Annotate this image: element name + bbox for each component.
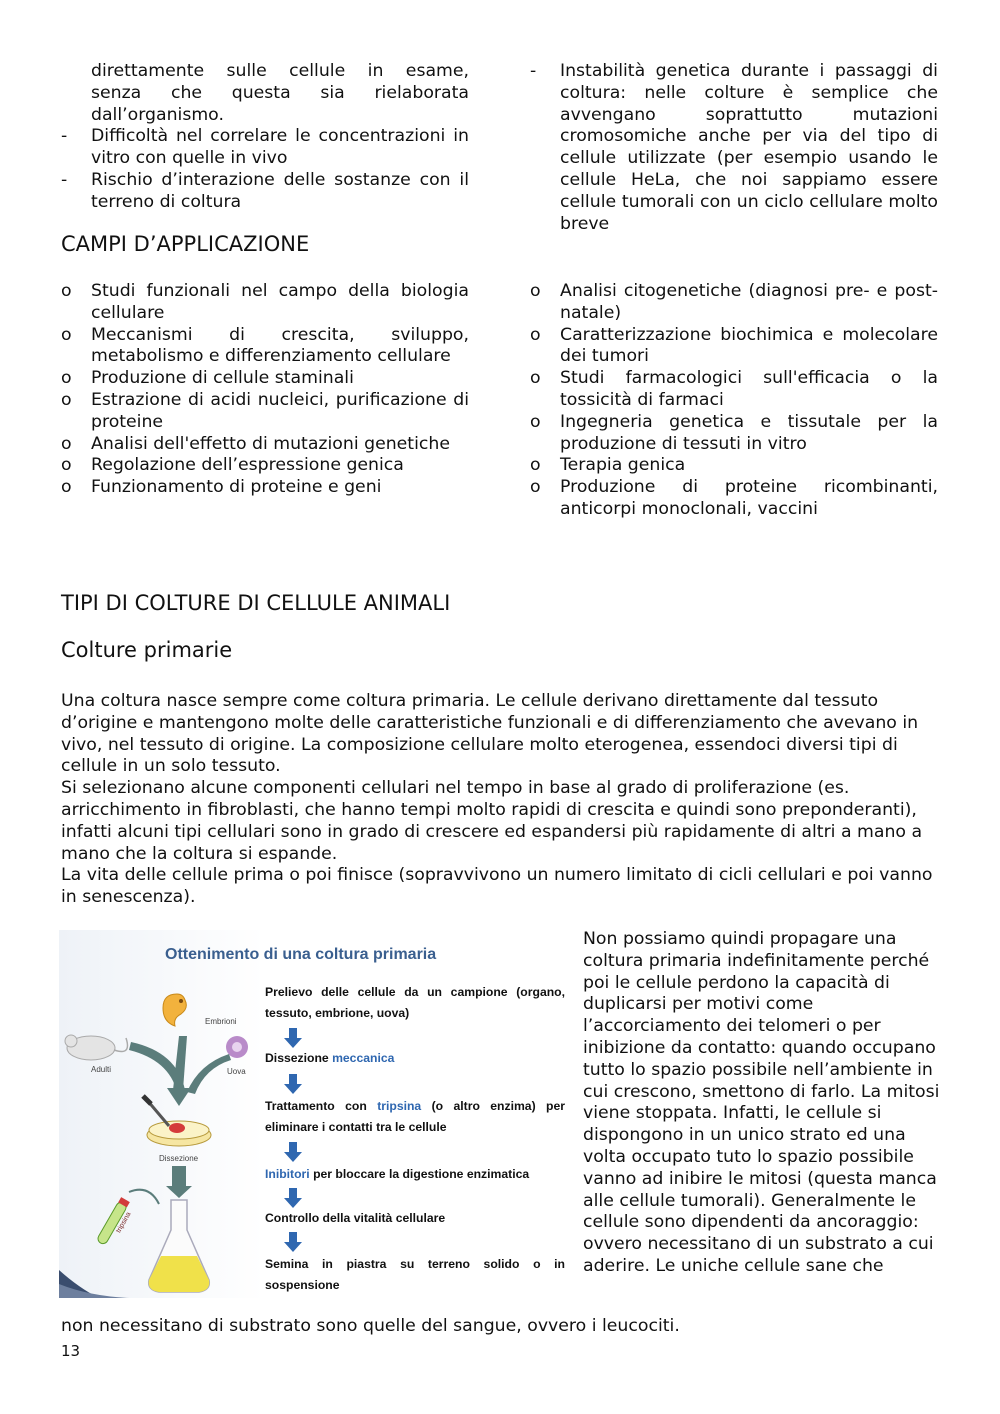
- figure-title: Ottenimento di una coltura primaria: [165, 946, 437, 963]
- circle-bullet: o: [530, 324, 541, 345]
- step-text: Dissezione: [265, 1051, 333, 1065]
- list-item: [530, 368, 938, 412]
- paragraph: Non possiamo quindi propagare una coltura primaria indefinitamente perché poi le cellule perdono la capacità di duplicarsi per motivi come l’accorciamento dei telomeri o per inibizione da contatto: quando occupano tutto lo spazio possibile nell’ambiente in cui crescono, smettono di farlo. La mitosi viene stoppata. Infatti, le cellule si dispongono in un unico strato ed una volta occupato tuto lo spazio possibile vanno ad inibire le mitosi (questa manca alle cellule tumorali). Generalmente le cellule sono dipendenti da ancoraggio: ovvero necessitano di un substrato a cui aderire. Le uniche cellule sane che: [583, 929, 940, 1276]
- list-item: [530, 455, 938, 477]
- circle-bullet: o: [61, 324, 72, 345]
- step-text: Controllo della vitalità cellulare: [265, 1211, 446, 1225]
- circle-bullet: o: [61, 389, 72, 410]
- paragraph: Una coltura nasce sempre come coltura primaria. Le cellule derivano direttamente dal tessuto d’origine e mantengono molte delle caratteristiche funzionali e di differenziamento che avevano in vivo, nel tessuto di origine. La composizione cellulare molto eterogenea, essendoci diversi tipi di cellule in un solo tessuto.: [61, 691, 919, 777]
- step-text: (o altro enzima) per eliminare i contatti tra le cellule: [265, 1099, 565, 1134]
- step-highlight: tripsina: [377, 1099, 422, 1113]
- list-item: [61, 434, 469, 456]
- body-paragraphs: [61, 691, 941, 909]
- circle-bullet: o: [530, 281, 541, 301]
- circle-bullet: o: [61, 477, 72, 498]
- continuation-line: direttamente sulle cellule in esame,: [91, 61, 469, 81]
- list-item-text: Instabilità genetica durante i passaggi di coltura: nelle colture è semplice che avvengano soprattutto mutazioni cromosomiche anche per via del tipo di cellule utilizzate (per esempio usando le cellule HeLa, che noi sappiamo essere cellule tumorali con un ciclo cellulare molto breve: [560, 61, 938, 234]
- list-item: [530, 281, 938, 325]
- dash-bullet: -: [530, 61, 537, 81]
- top-right-column: [530, 61, 938, 235]
- list-item: [61, 477, 469, 499]
- campi-right-column: [530, 281, 938, 521]
- list-item: [61, 390, 469, 434]
- label-dissezione: Dissezione: [159, 1154, 199, 1163]
- step-1: [265, 982, 565, 1024]
- down-arrow-icon: [284, 1074, 302, 1094]
- top-left-column: [61, 61, 469, 214]
- step-4: [265, 1164, 565, 1185]
- list-item-text: Rischio d’interazione delle sostanze con il terreno di coltura: [91, 169, 469, 212]
- list-item: [61, 281, 469, 325]
- label-test-tube: tripsina: [115, 1211, 133, 1235]
- circle-bullet: o: [530, 411, 541, 432]
- list-item: [61, 170, 469, 214]
- step-5: [265, 1208, 565, 1229]
- paragraph: La vita delle cellule prima o poi finisce (sopravvivono un numero limitato di cicli cellulari e poi vanno in senescenza).: [61, 865, 933, 908]
- circle-bullet: o: [530, 368, 541, 389]
- list-item-text: Difficoltà nel correlare le concentrazioni in vitro con quelle in vivo: [91, 126, 469, 169]
- step-text: Trattamento con: [265, 1099, 378, 1113]
- applications-list-right: [530, 281, 938, 521]
- list-item-text: Produzione di cellule staminali: [91, 368, 354, 389]
- side-text: [583, 929, 943, 1278]
- list-item-text: Funzionamento di proteine e geni: [91, 477, 382, 498]
- subsection-heading-primarie: Colture primarie: [61, 638, 233, 662]
- list-item-text: Regolazione dell’espressione genica: [91, 455, 404, 476]
- list-item: [61, 368, 469, 390]
- circle-bullet: o: [61, 433, 72, 454]
- paragraph: Si selezionano alcune componenti cellulari nel tempo in base al grado di proliferazione (es. arricchimento in fibroblasti, che hanno tempi molto rapidi di crescita e quindi sono preponderanti), infatti alcuni tipi cellulari sono in grado di crescere ed espandersi più rapidamente di altri a mano a mano che la coltura si espande.: [61, 778, 923, 864]
- list-item: [61, 325, 469, 369]
- list-item-text: Meccanismi di crescita, sviluppo, metabolismo e differenziamento cellulare: [91, 324, 469, 367]
- page-number: 13: [61, 1342, 81, 1360]
- step-6: [265, 1254, 565, 1296]
- step-text: Semina in piastra su terreno solido o in sospensione: [265, 1257, 565, 1292]
- list-item-text: Studi farmacologici sull'efficacia o la tossicità di farmaci: [560, 368, 938, 410]
- list-item-text: Caratterizzazione biochimica e molecolare dei tumori: [560, 324, 938, 367]
- circle-bullet: o: [61, 368, 72, 389]
- list-item-text: Estrazione di acidi nucleici, purificazione di proteine: [91, 389, 469, 432]
- step-highlight: meccanica: [332, 1051, 395, 1065]
- label-adulti: Adulti: [91, 1065, 112, 1074]
- campi-left-column: [61, 281, 469, 499]
- circle-bullet: o: [61, 281, 72, 301]
- list-item-text: Analisi dell'effetto di mutazioni genetiche: [91, 433, 450, 454]
- down-arrow-icon: [284, 1188, 302, 1208]
- step-2: [265, 1048, 565, 1069]
- list-item-text: Analisi citogenetiche (diagnosi pre- e post-natale): [560, 281, 938, 323]
- continuation-line: dall’organismo.: [91, 104, 224, 125]
- section-heading-campi: CAMPI D’APPLICAZIONE: [61, 232, 310, 256]
- list-item-text: Terapia genica: [560, 455, 686, 476]
- limitations-list-right: [530, 61, 938, 235]
- step-text: Prelievo delle cellule da un campione (organo, tessuto, embrione, uova): [265, 985, 565, 1020]
- list-item-text: Produzione di proteine ricombinanti, anticorpi monoclonali, vaccini: [560, 477, 938, 519]
- step-text: per bloccare la digestione enzimatica: [309, 1167, 530, 1181]
- primary-culture-figure: [59, 930, 565, 1298]
- step-3: [265, 1096, 565, 1138]
- list-item: [530, 61, 938, 235]
- down-arrow-icon: [284, 1142, 302, 1162]
- list-item: [530, 477, 938, 521]
- dash-bullet: -: [61, 169, 68, 190]
- list-item: [530, 325, 938, 369]
- down-arrow-icon: [284, 1232, 302, 1252]
- continuation-line: senza che questa sia rielaborata: [91, 82, 469, 103]
- step-highlight: Inibitori: [265, 1167, 310, 1181]
- list-item: [61, 455, 469, 477]
- dash-bullet: -: [61, 126, 68, 147]
- label-embrioni: Embrioni: [205, 1017, 237, 1026]
- label-uova: Uova: [227, 1067, 246, 1076]
- egg-icon: [226, 1036, 248, 1058]
- list-item-text: Studi funzionali nel campo della biologia cellulare: [91, 281, 469, 323]
- circle-bullet: o: [530, 455, 541, 476]
- applications-list-left: [61, 281, 469, 499]
- list-item: [61, 126, 469, 170]
- down-arrow-icon: [284, 1028, 302, 1048]
- tail-text: non necessitano di substrato sono quelle del sangue, ovvero i leucociti.: [61, 1316, 680, 1336]
- list-item-text: Ingegneria genetica e tissutale per la produzione di tessuti in vitro: [560, 411, 938, 454]
- limitations-list: [61, 126, 469, 213]
- list-item: [530, 412, 938, 456]
- circle-bullet: o: [530, 477, 541, 498]
- section-heading-tipi: TIPI DI COLTURE DI CELLULE ANIMALI: [61, 591, 451, 615]
- circle-bullet: o: [61, 455, 72, 476]
